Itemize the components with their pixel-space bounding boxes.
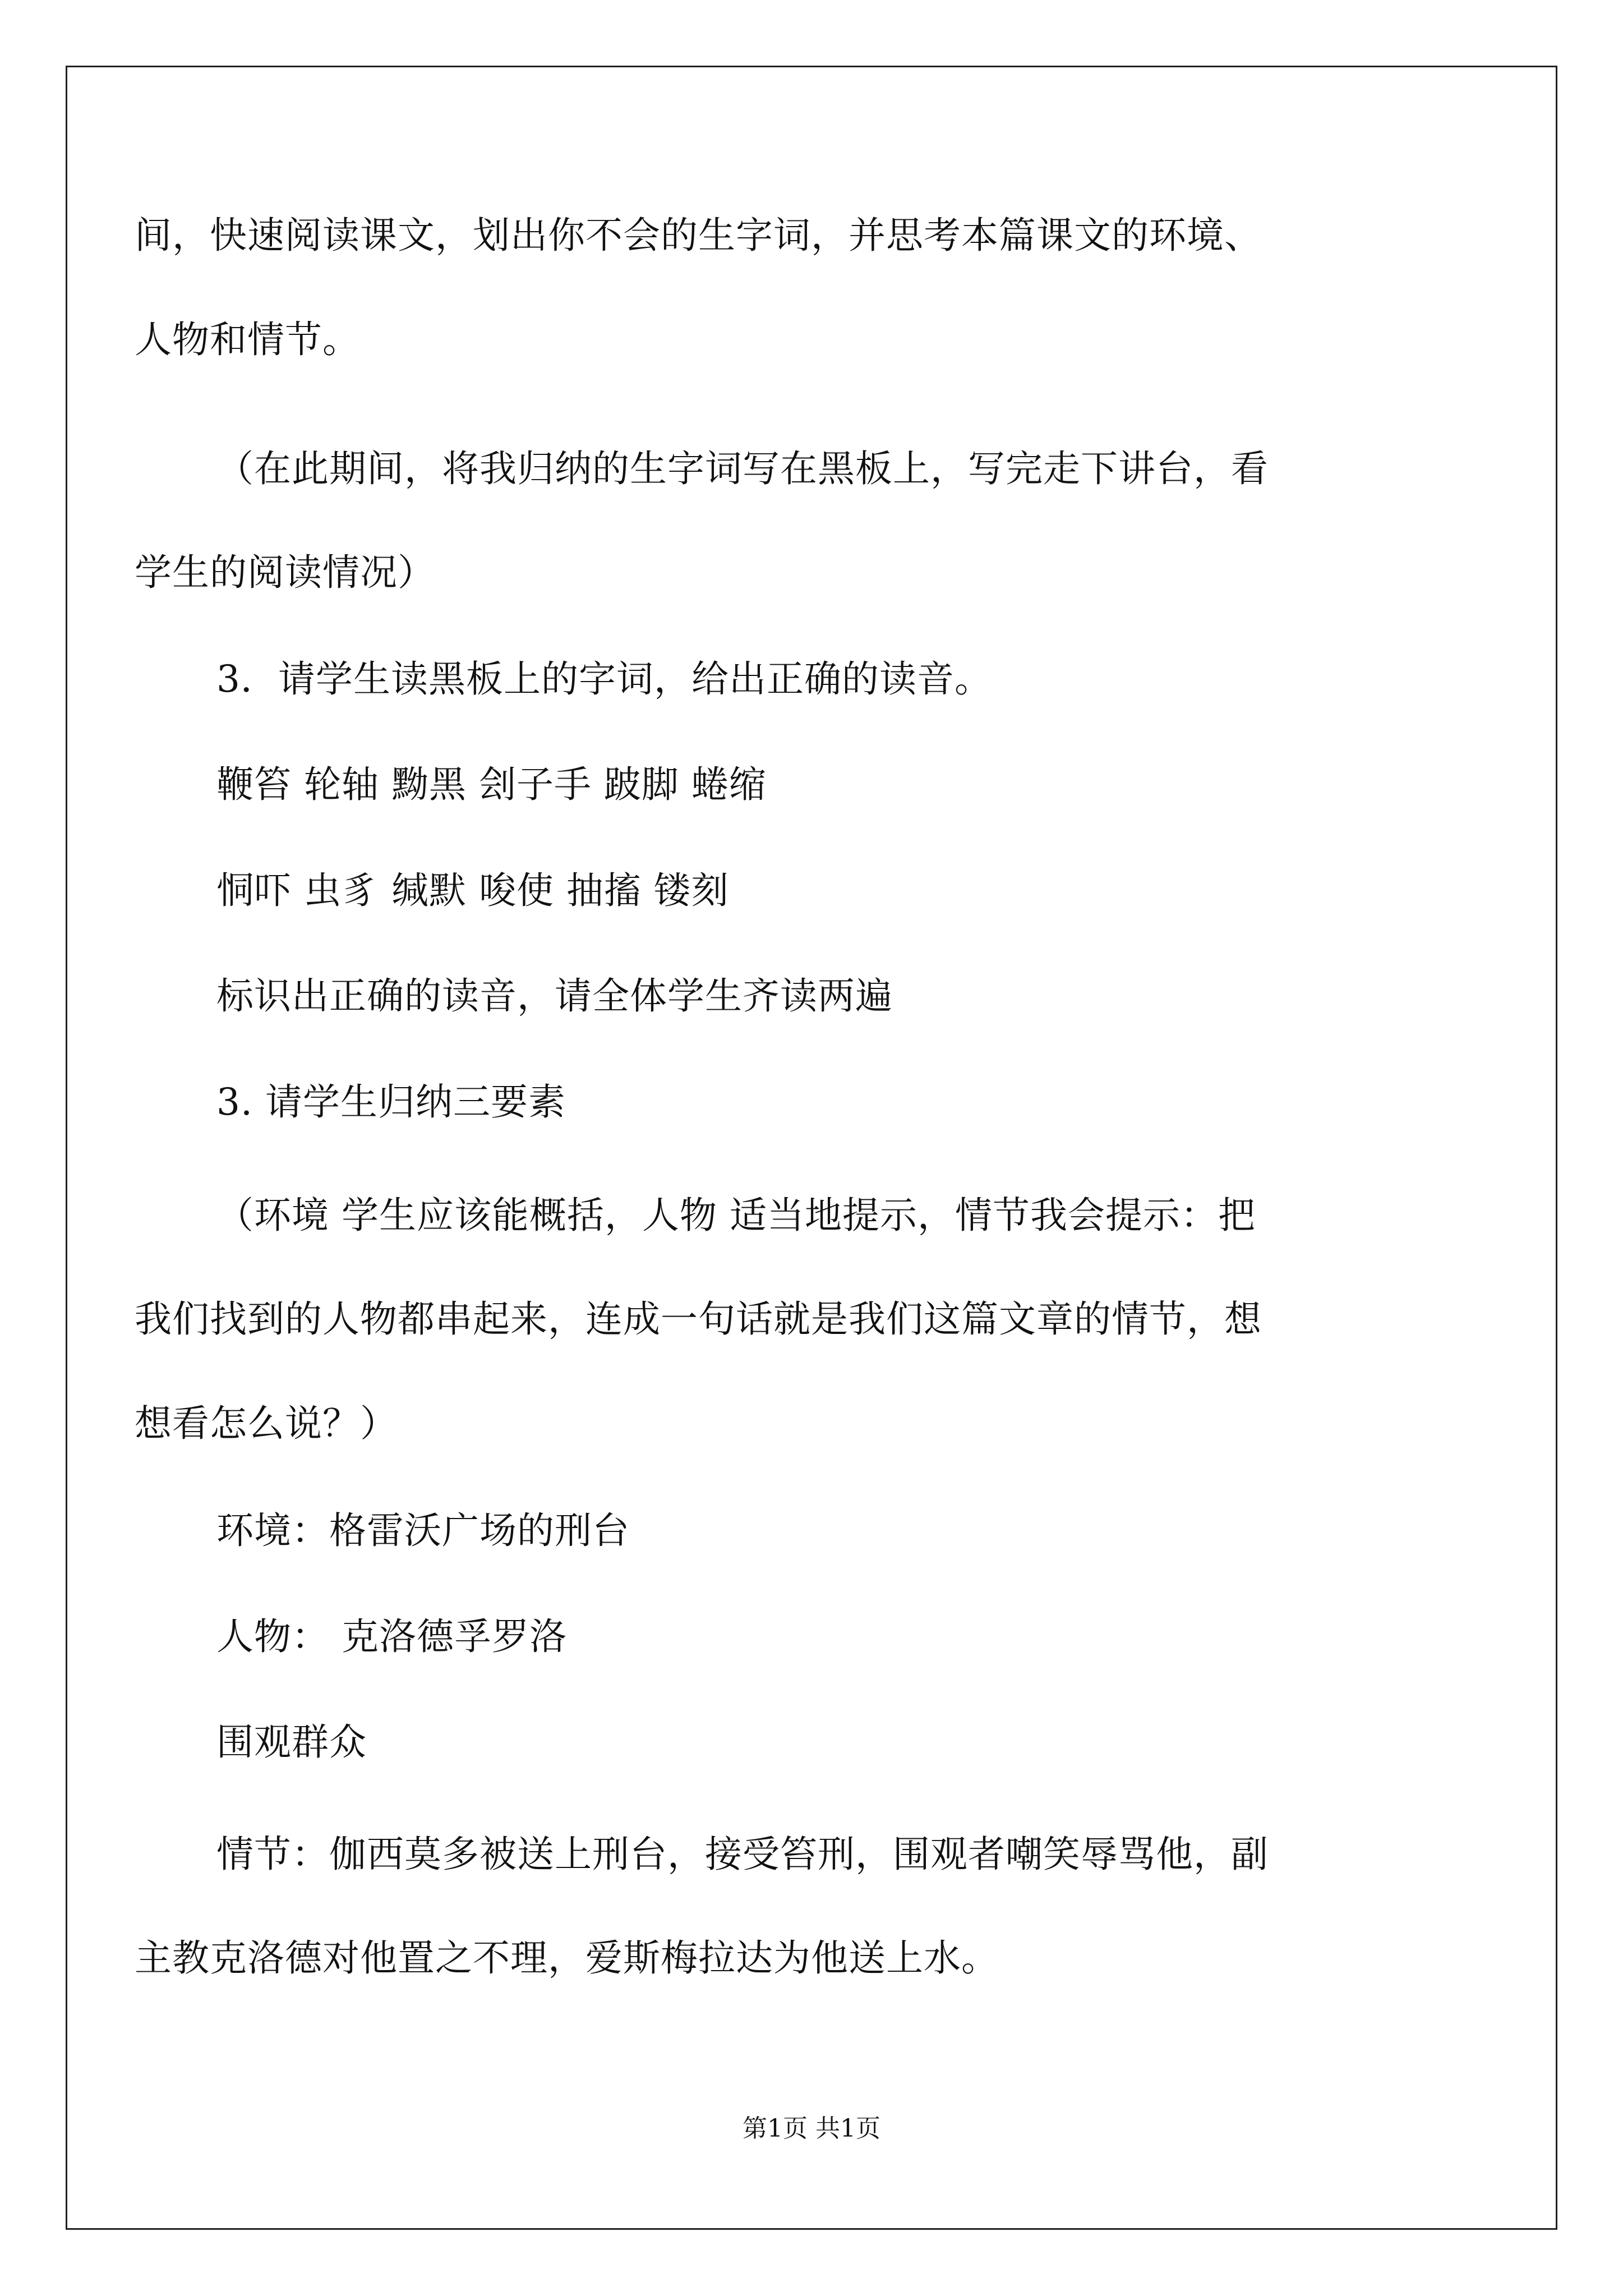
paragraph-line: 环境：格雷沃广场的刑台 [216,1509,630,1552]
paragraph-line: 围观群众 [216,1720,367,1764]
paragraph-line: 人物： 克洛德孚罗洛 [216,1615,567,1658]
paragraph-line: 3. 请学生归纳三要素 [216,1080,566,1124]
page-footer: 第1页 共1页 [743,2114,880,2143]
paragraph-line: 间，快速阅读课文，划出你不会的生字词，并思考本篇课文的环境、 [135,214,1262,257]
paragraph-line: 情节：伽西莫多被送上刑台，接受笞刑，围观者嘲笑辱骂他，副 [216,1833,1269,1876]
paragraph-line: 人物和情节。 [135,318,360,361]
vocabulary-line: 恫吓 虫豸 缄默 唆使 抽搐 镂刻 [216,869,729,912]
paragraph-line: 学生的阅读情况） [135,551,435,594]
paragraph-line: （环境 学生应该能概括，人物 适当地提示，情节我会提示：把 [216,1194,1256,1237]
paragraph-line: 我们找到的人物都串起来，连成一句话就是我们这篇文章的情节，想 [135,1297,1262,1341]
page-border [66,66,1557,2230]
paragraph-line: （在此期间，将我归纳的生字词写在黑板上，写完走下讲台，看 [216,447,1269,490]
paragraph-line: 3．请学生读黑板上的字词，给出正确的读音。 [216,657,992,701]
paragraph-line: 想看怎么说？） [135,1402,398,1445]
vocabulary-line: 鞭笞 轮轴 黝黑 刽子手 跛脚 蜷缩 [216,763,767,806]
paragraph-line: 主教克洛德对他置之不理，爱斯梅拉达为他送上水。 [135,1936,999,1980]
paragraph-line: 标识出正确的读音，请全体学生齐读两遍 [216,974,893,1018]
